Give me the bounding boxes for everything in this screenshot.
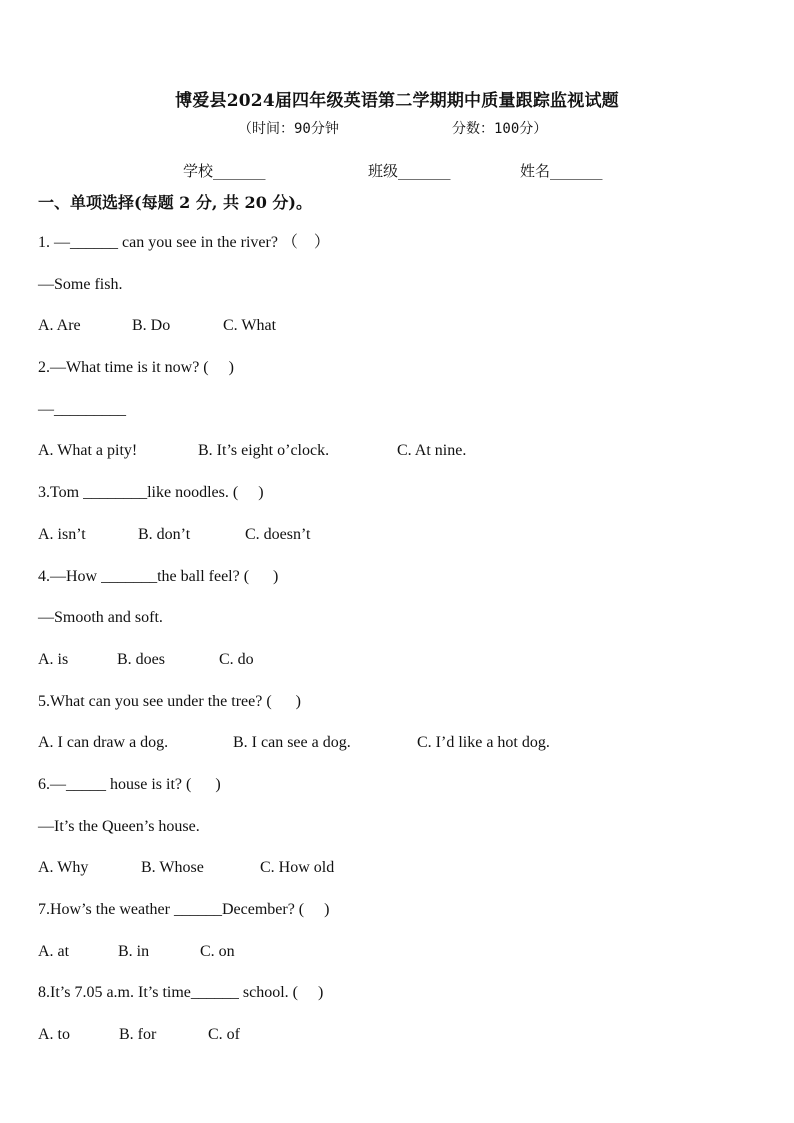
option-c: C. How old <box>260 859 335 877</box>
question-stem-1: 1. —______ can you see in the river? （ ） <box>38 234 330 251</box>
option-c: C. doesn’t <box>245 525 311 543</box>
question-stem-7: 7.How’s the weather ______December? ( ) <box>38 901 330 918</box>
option-a: A. is <box>38 650 69 668</box>
option-b: B. in <box>118 942 150 960</box>
question-options-3 <box>38 524 758 566</box>
option-b: B. does <box>117 650 165 668</box>
question-stem-6: 6.—_____ house is it? ( ) <box>38 775 221 793</box>
school-field: 学校_______ <box>183 162 266 180</box>
question-stem-3: 3.Tom ________like noodles. ( ) <box>38 484 264 502</box>
question-options-2 <box>38 440 758 482</box>
option-b: B. Whose <box>141 859 204 877</box>
question-list <box>38 232 758 1066</box>
question-stem-2: 2.—What time is it now? ( ) <box>38 359 234 377</box>
option-b: B. Do <box>132 317 171 335</box>
exam-title: 博爱县2024届四年级英语第二学期期中质量跟踪监视试题 <box>175 91 619 111</box>
question-answer-6: —It’s the Queen’s house. <box>38 817 200 835</box>
question-stem-5: 5.What can you see under the tree? ( ) <box>38 692 301 710</box>
question-options-1 <box>38 315 758 357</box>
option-a: A. to <box>38 1026 70 1044</box>
option-a: A. Why <box>38 859 89 877</box>
question-options-7 <box>38 941 758 983</box>
option-a: A. Are <box>38 317 81 335</box>
option-a: A. at <box>38 942 70 960</box>
option-a: A. I can draw a dog. <box>38 734 169 752</box>
option-b: B. I can see a dog. <box>233 734 351 752</box>
class-field: 班级_______ <box>368 162 451 180</box>
name-field: 姓名_______ <box>520 162 603 180</box>
exam-time: （时间：90分钟 <box>238 121 339 137</box>
option-b: B. don’t <box>138 525 191 543</box>
question-stem-4: 4.—How _______the ball feel? ( ) <box>38 567 279 585</box>
option-c: C. At nine. <box>397 442 467 460</box>
question-stem-8: 8.It’s 7.05 a.m. It’s time______ school. ( ) <box>38 984 324 1002</box>
option-b: B. for <box>119 1026 157 1044</box>
exam-score: 分数：100分） <box>452 121 548 137</box>
option-b: B. It’s eight o’clock. <box>198 442 330 460</box>
option-c: C. do <box>219 650 254 668</box>
option-c: C. What <box>223 317 277 335</box>
question-answer-1: —Some fish. <box>38 275 123 293</box>
question-answer-2: —_________ <box>38 400 126 418</box>
question-options-5 <box>38 732 758 774</box>
option-a: A. isn’t <box>38 525 86 543</box>
section-heading: 一、单项选择(每题 2 分, 共 20 分)。 <box>38 193 312 212</box>
option-c: C. on <box>200 942 235 960</box>
option-a: A. What a pity! <box>38 442 138 460</box>
question-options-8 <box>38 1024 758 1066</box>
question-answer-4: —Smooth and soft. <box>38 609 163 627</box>
question-options-6 <box>38 857 758 899</box>
option-c: C. I’d like a hot dog. <box>417 734 550 752</box>
option-c: C. of <box>208 1026 240 1044</box>
question-options-4 <box>38 649 758 691</box>
